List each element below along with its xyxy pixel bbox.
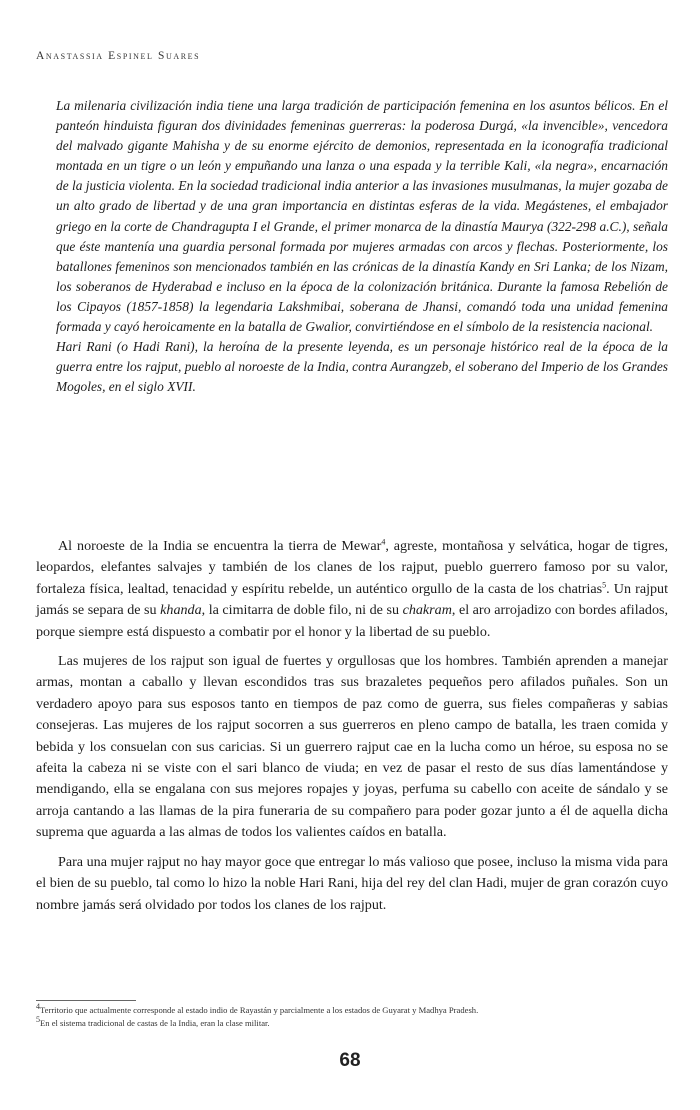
intro-paragraph-2: Hari Rani (o Hadi Rani), la heroína de la presente leyenda, es un personaje histórico real de la época de la guerra entre los rajput, pueblo al noroeste de la India, contra Aurangzeb, el soberano del Imperio de los Grandes Mogoles, en el siglo XVII. [56,339,668,395]
page-number: 68 [339,1050,361,1071]
footnote-4-text: Territorio que actualmente corresponde al estado indio de Rayastán y parcialmente a los estados de Guyarat y Madhya Pradesh. [40,1005,479,1015]
footnote-5-mark: 5 [36,1015,40,1025]
footnote-4-mark: 4 [36,1002,40,1012]
body-p1-part-b: , agreste, montañosa y selvática, hogar de tigres, leopardos, elefantes salvajes y también de los clanes de los rajput, pueblo guerrero famoso por su valor, fortaleza física, lealtad, tenacidad y espíritu rebelde, un auténtico orgullo de la casta de los chatrias [36,538,669,597]
body-paragraph-3: Para una mujer rajput no hay mayor goce que entregar lo más valioso que posee, incluso la misma vida para el bien de su pueblo, tal como lo hizo la noble Hari Rani, hija del rey del clan Hadi, mujer de gran corazón cuyo nombre jamás será olvidado por todos los clanes de los rajput. [36,853,668,913]
footnote-rule [36,1000,136,1001]
footnote-ref-5[interactable]: 5 [602,580,607,590]
intro-section [56,96,668,397]
footnote-5-text: En el sistema tradicional de castas de la India, eran la clase militar. [40,1018,270,1028]
intro-paragraph-1: La milenaria civilización india tiene una larga tradición de participación femenina en los asuntos bélicos. En el panteón hinduista figuran dos divinidades femeninas guerreras: la poderosa Durgá, «la invencible», vencedora del malvado gigante Mahisha y de su enorme ejército de demonios, representada en la iconografía tradicional montada en un tigre o un león y empuñando una lanza o una espada y la terrible Kali, «la negra», encarnación de la justicia violenta. En la sociedad tradicional india anterior a las invasiones musulmanas, la mujer gozaba de un alto grado de libertad y de una gran importancia en distintas esferas de la vida. Megástenes, el embajador griego en la corte de Chandragupta I el Grande, el primer monarca de la dinastía Maurya (322-298 a.C.), señala que éste mantenía una guardia personal formada por mujeres armadas con arcos y flechas. Posteriormente, los batallones femeninos son mencionados también en las crónicas de la dinastía Kandy en Sri Lanka; de los Nizam, los soberanos de Hyderabad e incluso en la época de la colonización británica. Durante la famosa Rebelión de los Cipayos (1857-1858) la legendaria Lakshmibai, soberana de Jhansi, comandó toda una unidad femenina formada y cayó heroicamente en la batalla de Gwalior, convirtiéndose en el símbolo de la resistencia nacional. [56,98,668,335]
body-p1-part-e: , el aro arrojadizo con bordes afilados, porque siempre está dispuesto a combatir por el honor y la libertad de su pueblo. [36,602,668,640]
footnote-ref-4[interactable]: 4 [381,537,386,547]
body-p1-part-d: , la cimitarra de doble filo, ni de su [201,602,403,619]
footnote-4 [36,1004,668,1017]
footnote-5 [36,1017,668,1030]
body-p1-part-a: Al noroeste de la India se encuentra la tierra de Mewar [58,538,382,554]
body-paragraph-2: Las mujeres de los rajput son igual de fuertes y orgullosas que los hombres. También aprenden a manejar armas, montan a caballo y llevan escondidos tras sus brazaletes pequeños pero afilados puñales. Son un verdadero apoyo para sus esposos tanto en tiempos de paz como de guerra, sus fieles compañeras y sabias consejeras. Las mujeres de los rajput socorren a sus guerreros en pleno campo de batalla, les traen comida y bebida y los consuelan con sus caricias. Si un guerrero rajput cae en la lucha como un héroe, su esposa no se afeita la cabeza ni se viste con el sari blanco de viuda; en vez de pasar el resto de sus días lamentándose y mendigando, ella se engalana con sus mejores ropajes y joyas, perfuma su cabello con aceite de sándalo y se arroja cantando a las llamas de la pira funeraria de su compañero para poder gozar junto a él de aquella dicha suprema que aguarda a las almas de todos los valientes caídos en batalla. [36,653,668,841]
body-section [36,536,668,924]
body-p1-part-c: . Un rajput jamás se separa de su [36,580,668,619]
term-khanda: khanda [160,602,202,619]
body-paragraph-1 [36,536,668,643]
footnotes [36,1000,668,1030]
term-chakram: chakram [402,602,452,619]
running-head: Anastassia Espinel Suares [36,50,201,62]
